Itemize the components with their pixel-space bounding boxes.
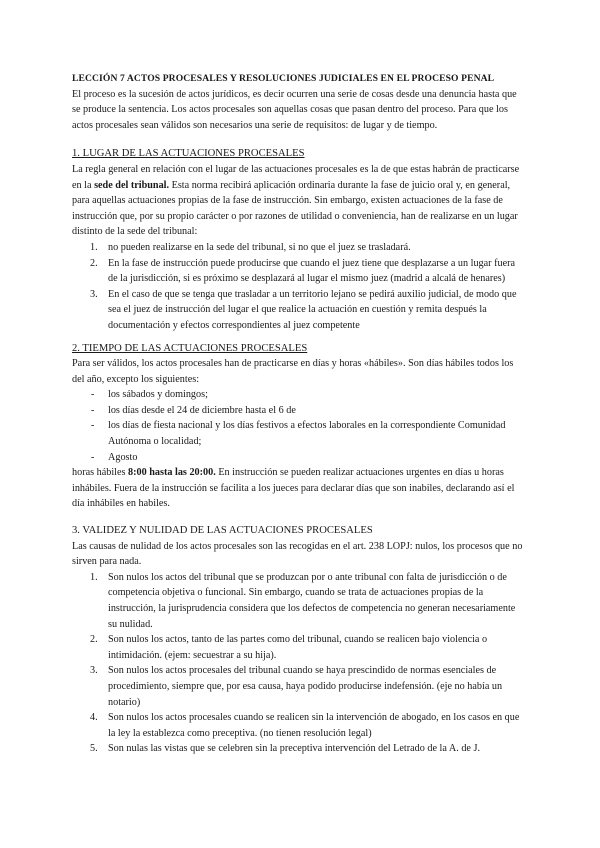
list-item [72,287,524,334]
list-item [72,632,524,663]
section2-list [72,387,524,465]
list-item [72,663,524,710]
list-number: 1. [90,571,98,583]
list-item-text: Son nulos los actos del tribunal que se produzcan por o ante tribunal con falta de jurisdicción o de competencia objetiva o funcional. Sin embargo, cuando se trata de actuaciones propias de la instrucción, la jurisprudencia considera que los defectos de competencia no generan necesariamente su nulidad. [108,571,516,630]
section2-hours-paragraph [72,465,524,512]
list-number: 2. [90,257,98,269]
list-item-text: Son nulos los actos procesales cuando se realicen sin la intervención de abogado, en los casos en que la ley la establezca como preceptiva. (no tienen resolución legal) [108,712,520,739]
list-dash: - [91,420,95,432]
intro-paragraph: El proceso es la sucesión de actos jurídicos, es decir ocurren una serie de cosas desde una denuncia hasta que se produce la sentencia. Los actos procesales son aquellas cosas que pasan dentro del proceso. Para que los actos procesales sean válidos son necesarios una serie de requisitos: de lugar y de tiempo. [72,88,517,131]
section3-paragraph: Las causas de nulidad de los actos procesales son las recogidas en el art. 238 LOPJ: nulos, los procesos que no sirven para nada. [72,540,523,568]
list-item [72,240,524,256]
hours-text-a: horas hábiles [72,467,129,479]
hours-text-b: En instrucción se pueden realizar actuaciones urgentes en días u horas inhábiles. Fuera de la instrucción se facilita a los jueces para declarar días que son inabiles, declarando así el día inhábiles en habiles. [72,467,515,510]
list-dash: - [91,404,95,416]
list-item [72,710,524,741]
list-number: 2. [90,634,98,646]
list-number: 4. [90,712,98,724]
section1-text-b: Esta norma recibirá aplicación ordinaria durante la fase de juicio oral y, en general, para aquellas actuaciones propias de la fase de instrucción. Sin embargo, existen actuaciones de la fase de instrucción que, por su propio carácter o por razones de utilidad o conveniencia, han de realizarse en un lugar distinto de la sede del tribunal: [72,179,518,238]
section2-paragraph: Para ser válidos, los actos procesales han de practicarse en días y horas «hábiles». Son días hábiles todos los del año, excepto los siguientes: [72,358,514,385]
list-item [72,403,524,419]
list-item-text: En la fase de instrucción puede producirse que cuando el juez tiene que desplazarse a un lugar fuera de la jurisdicción, si es próximo se desplazará al lugar el mismo juez (madrid a alcalá de henares) [108,257,516,285]
list-item [72,570,524,632]
list-item-text: Agosto [108,451,138,463]
list-item-text: En el caso de que se tenga que trasladar a un territorio lejano se pedirá auxilio judicial, de modo que sea el juez de instrucción del lugar el que realice la actuación en cuestión y remita después la documentación y efectos correspondientes al juez competente [108,288,517,331]
list-item [72,256,524,287]
list-item [72,418,524,449]
section1-list [72,240,524,334]
list-item [72,450,524,466]
list-number: 1. [90,241,98,253]
hours-bold: 8:00 hasta las 20:00. [128,467,216,479]
list-dash: - [91,389,95,401]
section1-paragraph [72,162,524,240]
list-item-text: los días de fiesta nacional y los días festivos a efectos laborales en la correspondiente Comunidad Autónoma o localidad; [108,420,506,448]
section1-heading: 1. LUGAR DE LAS ACTUACIONES PROCESALES [72,148,305,160]
section1-text-a: La regla general en relación con el lugar de las actuaciones procesales es la de que estas habrán de practicarse en la [72,163,520,191]
section3-heading: 3. VALIDEZ Y NULIDAD DE LAS ACTUACIONES PROCESALES [72,525,373,537]
list-number: 5. [90,743,98,755]
list-item-text: no pueden realizarse en la sede del tribunal, si no que el juez se trasladará. [108,241,411,253]
list-item-text: Son nulas las vistas que se celebren sin la preceptiva intervención del Letrado de la A. de J. [108,743,481,755]
list-number: 3. [90,665,98,677]
list-item [72,741,524,757]
section1-bold: sede del tribunal. [94,179,170,191]
list-item-text: Son nulos los actos procesales del tribunal cuando se haya prescindido de normas esenciales de procedimiento, siempre que, por esa causa, haya podido producirse indefensión. (eje no había un notario) [108,665,503,708]
list-item [72,387,524,403]
list-number: 3. [90,288,98,300]
list-item-text: los días desde el 24 de diciembre hasta el 6 de [108,404,296,416]
document-body [72,71,524,757]
list-item-text: Son nulos los actos, tanto de las partes como del tribunal, cuando se realicen bajo violencia o intimidación. (ejem: secuestrar a su hija). [108,634,488,661]
lesson-title: LECCIÓN 7 ACTOS PROCESALES Y RESOLUCIONES JUDICIALES EN EL PROCESO PENAL [72,73,495,84]
list-dash: - [91,451,95,463]
section2-heading: 2. TIEMPO DE LAS ACTUACIONES PROCESALES [72,342,308,354]
list-item-text: los sábados y domingos; [108,389,208,401]
section3-list [72,570,524,757]
